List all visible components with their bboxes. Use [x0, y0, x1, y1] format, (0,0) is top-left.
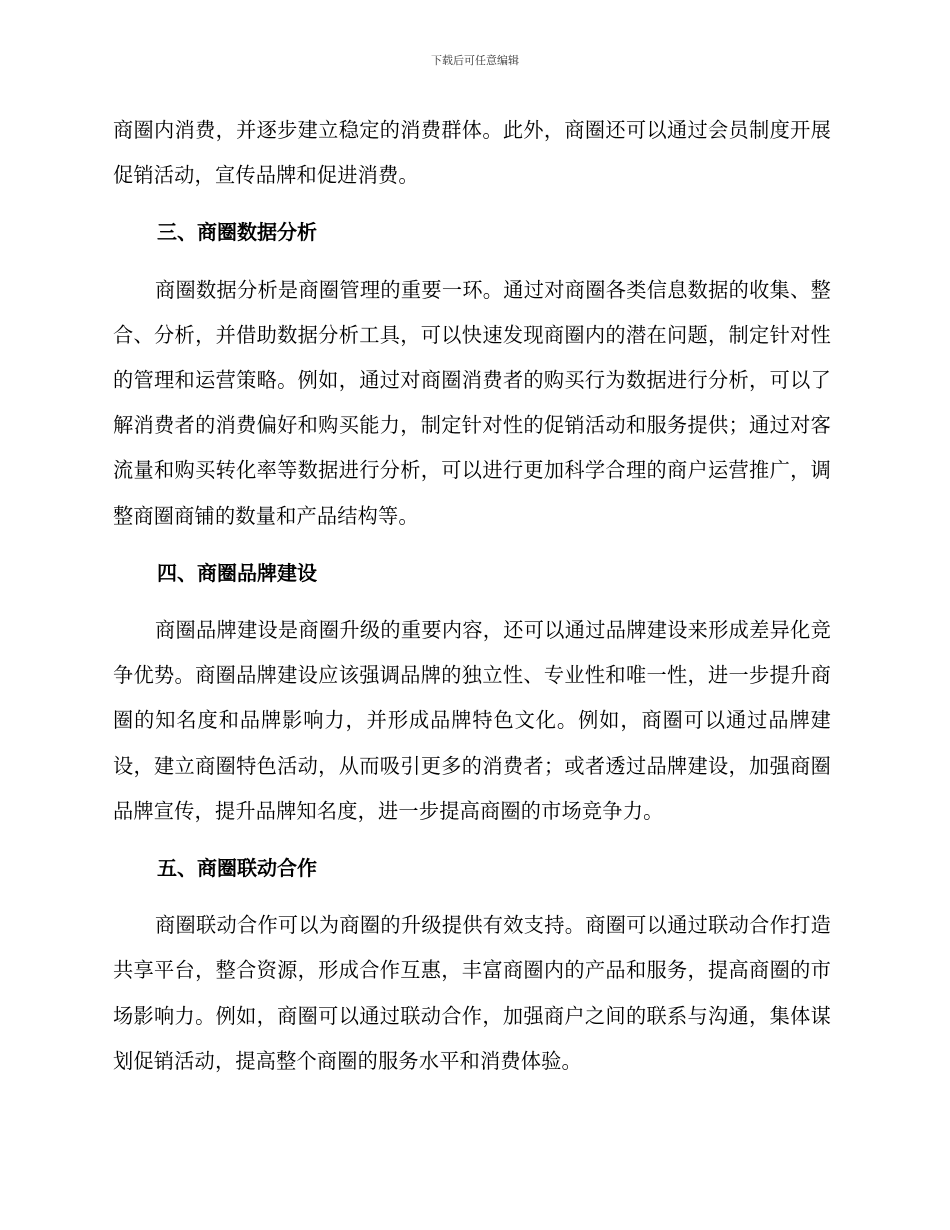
section-heading-cooperation: 五、商圈联动合作	[157, 856, 317, 881]
page-header: 下载后可任意编辑	[431, 54, 519, 67]
paragraph-brand-building: 商圈品牌建设是商圈升级的重要内容，还可以通过品牌建设来形成差异化竞争优势。商圈品牌建设应该强调品牌的独立性、专业性和唯一性，进一步提升商圈的知名度和品牌影响力，并形成品牌特色文化。例如，商圈可以通过品牌建设，建立商圈特色活动，从而吸引更多的消费者；或者透过品牌建设，加强商圈品牌宣传，提升品牌知名度，进一步提高商圈的市场竞争力。	[113, 618, 831, 823]
paragraph-cooperation: 商圈联动合作可以为商圈的升级提供有效支持。商圈可以通过联动合作打造共享平台，整合资源，形成合作互惠，丰富商圈内的产品和服务，提高商圈的市场影响力。例如，商圈可以通过联动合作，加强商户之间的联系与沟通，集体谋划促销活动，提高整个商圈的服务水平和消费体验。	[113, 913, 831, 1073]
section-heading-data-analysis: 三、商圈数据分析	[157, 220, 317, 245]
paragraph-data-analysis: 商圈数据分析是商圈管理的重要一环。通过对商圈各类信息数据的收集、整合、分析，并借助数据分析工具，可以快速发现商圈内的潜在问题，制定针对性的管理和运营策略。例如，通过对商圈消费者的购买行为数据进行分析，可以了解消费者的消费偏好和购买能力，制定针对性的促销活动和服务提供；通过对客流量和购买转化率等数据进行分析，可以进行更加科学合理的商户运营推广，调整商圈商铺的数量和产品结构等。	[113, 277, 831, 528]
document-body	[113, 108, 831, 1084]
section-heading-brand-building: 四、商圈品牌建设	[157, 560, 317, 585]
continued-paragraph: 商圈内消费，并逐步建立稳定的消费群体。此外，商圈还可以通过会员制度开展促销活动，宣传品牌和促进消费。	[113, 118, 831, 188]
